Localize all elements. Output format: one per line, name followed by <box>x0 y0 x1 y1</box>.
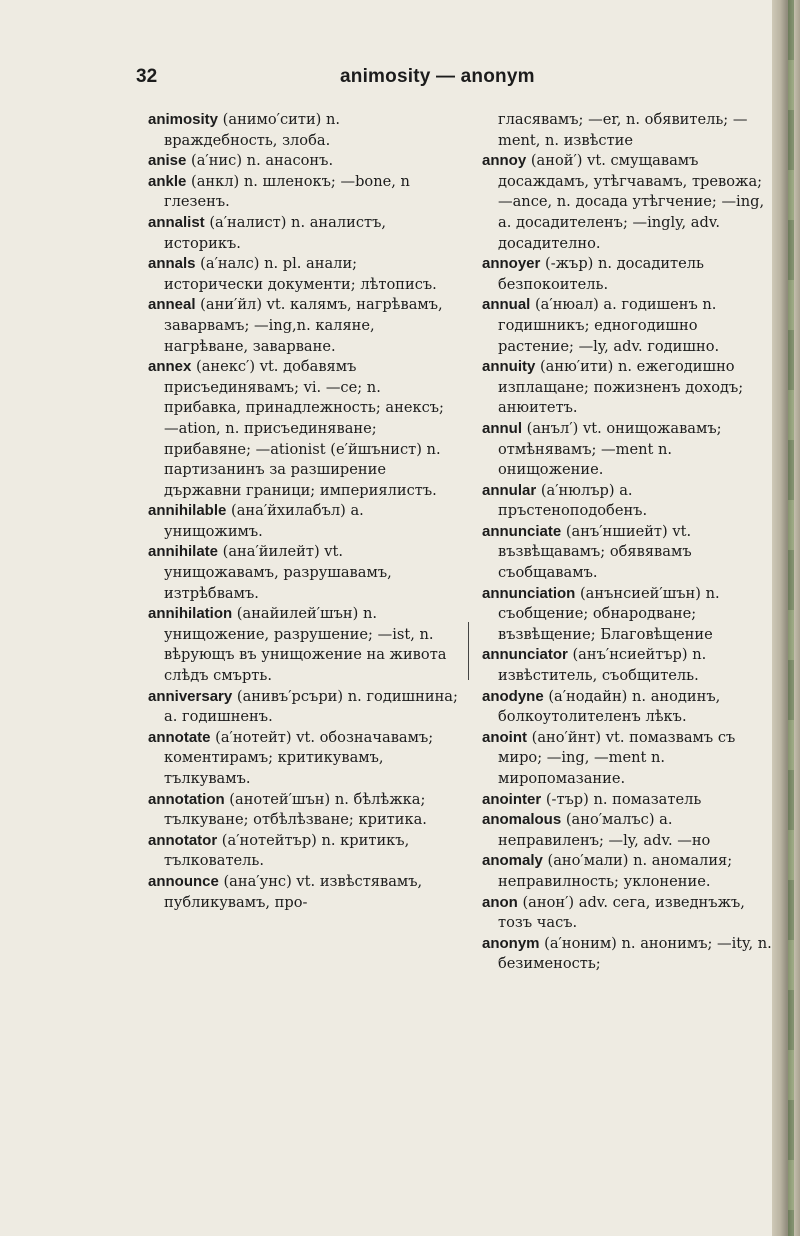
entry-definition: (анкл) n. шленокъ; —bone, n глезенъ. <box>164 172 410 211</box>
dictionary-entry <box>148 831 458 872</box>
headword: annihilation <box>148 605 233 623</box>
headword: annoy <box>482 152 527 170</box>
headword: annoyer <box>482 255 541 273</box>
headword: annotator <box>148 831 218 849</box>
entry-definition: (анъ′нсиейтър) n. извѣститель, съобщитель. <box>498 646 707 685</box>
headword: annuity <box>482 358 536 376</box>
entry-definition: (анекс′) vt. добавямъ присъединявамъ; vi. —се; n. прибавка, принадлежность; анексъ; —ation, n. присъединяване; прибавяне; —ationist (е′йшънист) n. партизанинъ за разширение държавни граници; империялистъ. <box>164 358 444 499</box>
dictionary-entry <box>482 357 772 419</box>
headword: anise <box>148 152 187 170</box>
headword: anoint <box>482 728 527 746</box>
entry-definition: (аню′ити) n. ежегодишно изплащане; пожизненъ доходъ; анюитетъ. <box>498 358 744 417</box>
entry-definition: (а′нис) n. анасонъ. <box>186 152 334 170</box>
headword: annihilable <box>148 502 227 520</box>
entry-definition: (-жър) n. досадитель безпокоитель. <box>498 255 704 293</box>
right-column <box>482 110 772 975</box>
entry-definition: (анънсией′шън) n. съобщение; обнародване; възвѣщение; Благовѣщение <box>498 584 720 643</box>
headword: annunciate <box>482 522 562 540</box>
dictionary-entry <box>148 213 458 254</box>
entry-definition: (ано′мали) n. аномалия; неправилность; уклонение. <box>498 852 733 890</box>
headword: annex <box>148 358 192 376</box>
binding-edge <box>788 0 794 1236</box>
headword: announce <box>148 872 219 890</box>
dictionary-entry <box>148 542 458 604</box>
dictionary-entry <box>482 790 772 811</box>
dictionary-entry <box>482 810 772 851</box>
entry-definition: (анъл′) vt. онищожавамъ; отмѣнявамъ; —ment n. онищожение. <box>498 419 722 479</box>
dictionary-entry <box>148 790 458 831</box>
headword: animosity <box>148 111 219 128</box>
dictionary-entry <box>482 522 772 584</box>
dictionary-entry <box>148 687 458 728</box>
headword: anniversary <box>148 687 233 705</box>
entry-definition: (анивъ′рсъри) n. годишнина; a. годишненъ. <box>164 687 458 726</box>
entry-definition: (-тър) n. помазатель <box>541 790 702 808</box>
left-column <box>148 110 458 913</box>
headword: annihilate <box>148 543 219 561</box>
headword: anodyne <box>482 687 544 705</box>
column-rule <box>468 622 469 680</box>
entry-definition: (ана′унс) vt. извѣстявамъ, публикувамъ, про- <box>164 872 423 911</box>
headword: annotate <box>148 728 211 746</box>
headword: ankle <box>148 172 187 190</box>
dictionary-entry <box>482 934 772 975</box>
dictionary-entry <box>482 295 772 357</box>
headword: anon <box>482 893 518 911</box>
headword: anomalous <box>482 811 562 829</box>
headword: annul <box>482 419 522 437</box>
dictionary-entry <box>482 481 772 522</box>
headword: annunciator <box>482 646 568 664</box>
page-header <box>0 66 800 96</box>
entry-definition: (ано′йнт) vt. помазвамъ съ миро; —ing, —ment n. миропомазание. <box>498 728 736 787</box>
headword: annalist <box>148 213 205 231</box>
dictionary-entry <box>148 151 458 172</box>
dictionary-entry <box>148 501 458 542</box>
headword: anneal <box>148 296 196 314</box>
entry-definition: (анотей′шън) n. бѣлѣжка; тълкуване; отбѣлѣзване; критика. <box>164 790 427 829</box>
dictionary-entry <box>148 357 458 501</box>
dictionary-entry <box>148 728 458 790</box>
dictionary-entry <box>148 604 458 686</box>
dictionary-entry <box>148 254 458 295</box>
dictionary-entry <box>148 110 458 151</box>
entry-definition: (анон′) adv. сега, изведнъжъ, тозъ часъ. <box>498 893 745 932</box>
headword: annual <box>482 296 531 314</box>
dictionary-entry <box>148 872 458 913</box>
headword: annals <box>148 255 196 273</box>
entry-definition: (а′нотейт) vt. обозначавамъ; коментирамъ; критикувамъ, тълкувамъ. <box>164 728 434 787</box>
book-binding <box>772 0 800 1236</box>
entry-definition: (а′нотейтър) n. критикъ, тълкователь. <box>164 831 410 870</box>
headword: anomaly <box>482 852 543 870</box>
entry-definition: (анайилей′шън) n. унищожение, разрушение; —ist, n. вѣрующъ въ унищожение на живота слѣдъ смърть. <box>164 605 447 685</box>
entry-definition: (анъ′ншиейт) vt. възвѣщавамъ; обявявамъ съобщавамъ. <box>498 522 692 582</box>
headword: annular <box>482 481 537 499</box>
dictionary-entry <box>482 110 772 151</box>
headword: annunciation <box>482 584 576 602</box>
dictionary-entry <box>482 851 772 892</box>
entry-definition: (а′нюал) a. годишенъ n. годишникъ; едногодишно растение; —ly, adv. годишно. <box>498 296 720 355</box>
dictionary-entry <box>482 419 772 481</box>
entry-definition: (аной′) vt. смущавамъ досаждамъ, утѣгчавамъ, тревожа; —ance, n. досада утѣгчение; —ing, a. досадителенъ; —ingly, adv. досадително. <box>498 152 765 252</box>
entry-definition: (а′нюлър) a. пръстеноподобенъ. <box>498 481 648 520</box>
dictionary-entry <box>482 254 772 295</box>
dictionary-entry <box>482 645 772 686</box>
entry-definition: (ана′йилейт) vt. унищожавамъ, разрушавамъ, изтрѣбвамъ. <box>164 543 392 602</box>
dictionary-entry <box>482 687 772 728</box>
entry-definition: (анимо′сити) n. враждебность, злоба. <box>164 111 341 149</box>
dictionary-entry <box>482 151 772 254</box>
headword: anonym <box>482 934 540 952</box>
running-head: animosity — anonym <box>340 66 535 87</box>
dictionary-entry <box>482 584 772 646</box>
dictionary-entry <box>482 728 772 790</box>
entry-definition: (ана′йхилабъл) a. унищожимъ. <box>164 502 364 540</box>
dictionary-entry <box>148 295 458 357</box>
entry-definition: (ано′малъс) a. неправиленъ; —ly, adv. —но <box>498 811 711 849</box>
entry-definition: (а′налист) n. аналистъ, историкъ. <box>164 213 387 252</box>
entry-definition: (ани′йл) vt. калямъ, нагрѣвамъ, заварвамъ; —ing,n. каляне, нагрѣване, заварване. <box>164 296 443 355</box>
entry-definition: (а′нодайн) n. анодинъ, болкоутолителенъ лѣкъ. <box>498 687 721 726</box>
page-number: 32 <box>136 66 158 87</box>
dictionary-entry <box>482 893 772 934</box>
headword: anointer <box>482 790 542 808</box>
headword: annotation <box>148 790 225 808</box>
entry-definition: (а′налс) n. pl. анали; исторически документи; лѣтописъ. <box>164 255 437 293</box>
entry-definition: (а′ноним) n. анонимъ; —ity, n. безименость; <box>498 934 772 973</box>
entry-definition: гласявамъ; —er, n. обявитель; —ment, n. извѣстие <box>498 111 748 149</box>
dictionary-entry <box>148 172 458 213</box>
